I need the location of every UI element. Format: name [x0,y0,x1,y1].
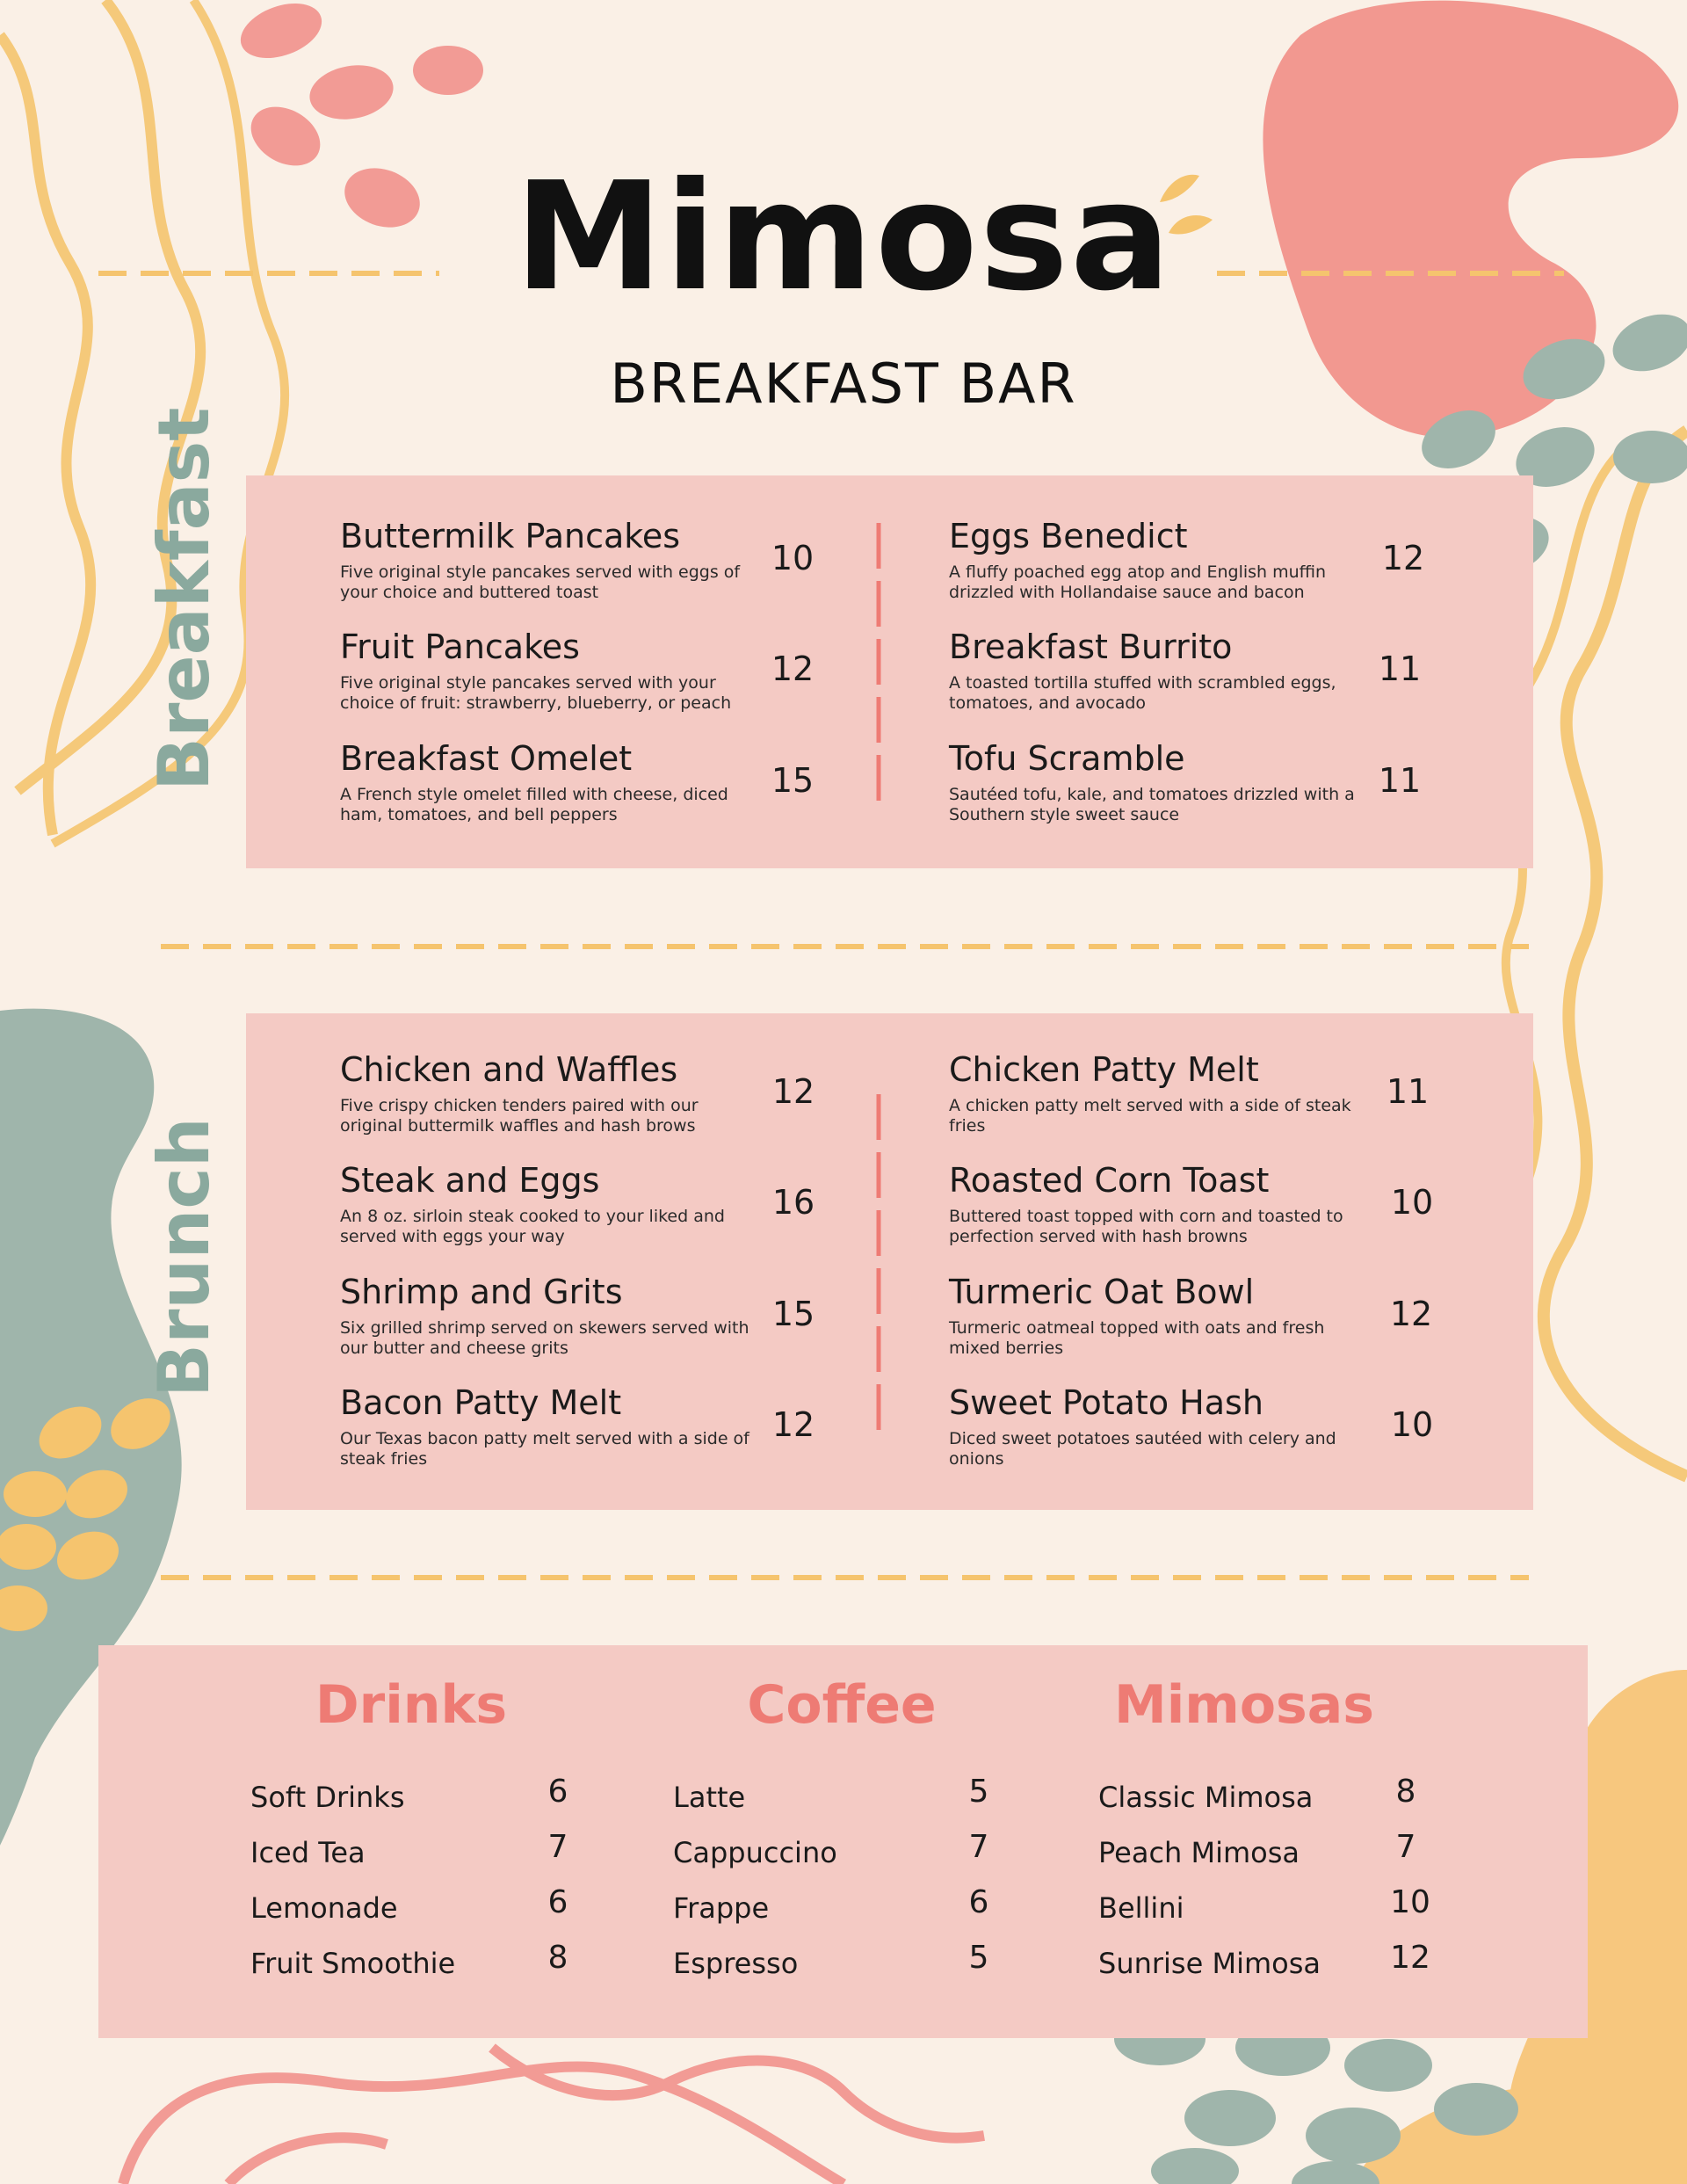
item-name: Buttermilk Pancakes [340,517,681,555]
item-price: 11 [1378,649,1422,688]
item-name: Bacon Patty Melt [340,1383,622,1422]
drink-price: 6 [547,1884,568,1920]
mimosa-price: 10 [1390,1884,1430,1920]
item-description: Buttered toast topped with corn and toasted to perfection served with hash browns [949,1206,1343,1246]
brand-title: Mimosa [514,150,1173,324]
item-name: Steak and Eggs [340,1161,600,1200]
item-name: Breakfast Burrito [949,628,1233,666]
item-description: A fluffy poached egg atop and English muffin drizzled with Hollandaise sauce and bacon [949,562,1327,602]
item-description: A chicken patty melt served with a side of steak fries [949,1095,1351,1136]
brand-subtitle: BREAKFAST BAR [610,352,1077,416]
item-price: 15 [771,761,815,800]
coffee-name: Cappuccino [673,1836,837,1869]
drink-price: 6 [547,1774,568,1810]
mimosa-name: Bellini [1098,1891,1184,1925]
coffee-price: 6 [968,1884,989,1920]
item-price: 12 [771,1405,815,1444]
item-description: Five original style pancakes served with your choice of fruit: strawberry, blueberry, or peach [340,672,732,713]
brunch-section-label: Brunch [143,1117,225,1397]
item-description: Sautéed tofu, kale, and tomatoes drizzled with a Southern style sweet sauce [949,784,1355,824]
item-price: 10 [771,539,815,577]
drink-price: 8 [547,1940,568,1976]
coffee-heading: Coffee [747,1674,937,1736]
item-description: A toasted tortilla stuffed with scrambled eggs, tomatoes, and avocado [949,672,1336,713]
coffee-name: Frappe [673,1891,770,1925]
item-name: Eggs Benedict [949,517,1188,555]
drink-price: 7 [547,1829,568,1865]
item-name: Chicken Patty Melt [949,1050,1259,1089]
mimosa-price: 12 [1390,1940,1430,1976]
item-description: Six grilled shrimp served on skewers served with our butter and cheese grits [340,1317,749,1358]
item-name: Sweet Potato Hash [949,1383,1263,1422]
mimosa-price: 7 [1395,1829,1416,1865]
item-description: Five original style pancakes served with eggs of your choice and buttered toast [340,562,741,602]
drinks-heading: Drinks [315,1674,508,1736]
coffee-price: 7 [968,1829,989,1865]
item-name: Fruit Pancakes [340,628,580,666]
item-price: 16 [771,1183,815,1222]
drink-name: Iced Tea [250,1836,366,1869]
mimosas-heading: Mimosas [1114,1674,1374,1736]
item-price: 12 [1389,1295,1433,1333]
coffee-name: Espresso [673,1947,799,1980]
item-price: 12 [1381,539,1425,577]
item-price: 10 [1390,1183,1434,1222]
mimosa-name: Sunrise Mimosa [1098,1947,1321,1980]
coffee-price: 5 [968,1940,989,1976]
item-description: Our Texas bacon patty melt served with a side of steak fries [340,1428,749,1469]
item-name: Shrimp and Grits [340,1273,623,1311]
item-price: 11 [1378,761,1422,800]
item-name: Turmeric Oat Bowl [949,1273,1255,1311]
item-name: Breakfast Omelet [340,739,633,778]
mimosa-price: 8 [1395,1774,1416,1810]
item-description: Diced sweet potatoes sautéed with celery and onions [949,1428,1336,1469]
coffee-price: 5 [968,1774,989,1810]
item-description: Five crispy chicken tenders paired with our original buttermilk waffles and hash brows [340,1095,699,1136]
item-price: 12 [771,649,815,688]
breakfast-section-label: Breakfast [143,407,225,791]
item-description: An 8 oz. sirloin steak cooked to your liked and served with eggs your way [340,1206,725,1246]
mimosa-name: Classic Mimosa [1098,1781,1314,1814]
drink-name: Lemonade [250,1891,398,1925]
item-name: Chicken and Waffles [340,1050,678,1089]
drink-name: Fruit Smoothie [250,1947,456,1980]
item-price: 10 [1390,1405,1434,1444]
item-description: A French style omelet filled with cheese, diced ham, tomatoes, and bell peppers [340,784,728,824]
item-price: 11 [1386,1072,1430,1111]
drink-name: Soft Drinks [250,1781,405,1814]
item-name: Roasted Corn Toast [949,1161,1270,1200]
item-description: Turmeric oatmeal topped with oats and fresh mixed berries [949,1317,1325,1358]
item-name: Tofu Scramble [949,739,1185,778]
brunch-column-divider [874,1094,883,1433]
item-price: 15 [771,1295,815,1333]
mimosa-name: Peach Mimosa [1098,1836,1300,1869]
coffee-name: Latte [673,1781,746,1814]
item-price: 12 [771,1072,815,1111]
